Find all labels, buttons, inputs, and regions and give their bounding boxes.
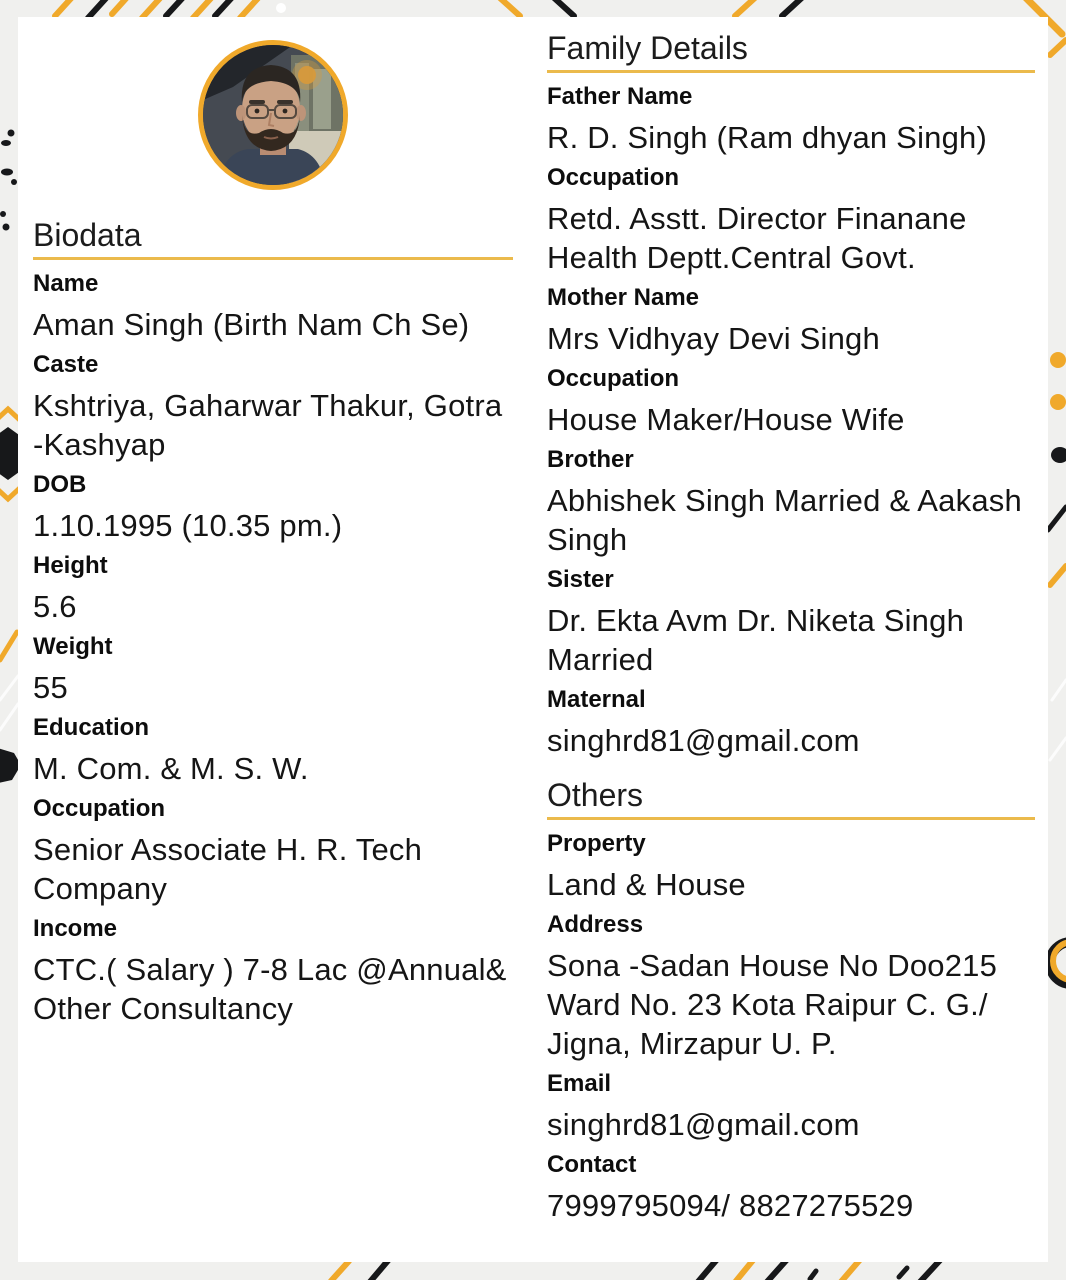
field-father-name	[547, 76, 1035, 157]
field-father-occupation	[547, 157, 1035, 277]
section-heading-biodata: Biodata	[33, 216, 513, 260]
field-value: Land & House	[547, 867, 746, 902]
field-value: 55	[33, 670, 68, 705]
field-occupation	[33, 788, 513, 908]
field-address	[547, 904, 1035, 1063]
field-mother-occupation	[547, 358, 1035, 439]
field-label: Address	[547, 911, 644, 938]
field-label: Maternal	[547, 686, 646, 713]
field-weight	[33, 626, 513, 707]
field-contact	[547, 1144, 1035, 1225]
field-label: Property	[547, 830, 646, 857]
field-value: 5.6	[33, 589, 77, 624]
field-label: DOB	[33, 471, 87, 498]
field-income	[33, 908, 513, 1028]
field-name	[33, 263, 513, 344]
biodata-fields	[33, 260, 513, 1028]
personal-column	[33, 17, 513, 1262]
field-value: CTC.( Salary ) 7-8 Lac @Annual& Other Consultancy	[33, 952, 507, 1026]
field-email	[547, 1063, 1035, 1144]
profile-photo	[198, 40, 348, 190]
field-value: Mrs Vidhyay Devi Singh	[547, 321, 880, 356]
field-value: 7999795094/ 8827275529	[547, 1188, 914, 1223]
field-value: Kshtriya, Gaharwar Thakur, Gotra -Kashyap	[33, 388, 503, 462]
profile-photo-illustration	[203, 45, 343, 185]
field-label: Brother	[547, 446, 634, 473]
family-column	[547, 17, 1035, 1262]
field-label: Name	[33, 270, 99, 297]
field-value: Senior Associate H. R. Tech Company	[33, 832, 423, 906]
field-label: Contact	[547, 1151, 637, 1178]
field-maternal	[547, 679, 1035, 760]
field-dob	[33, 464, 513, 545]
field-value: R. D. Singh (Ram dhyan Singh)	[547, 120, 987, 155]
field-label: Height	[33, 552, 108, 579]
family-fields	[547, 73, 1035, 760]
field-label: Occupation	[547, 365, 680, 392]
field-label: Education	[33, 714, 150, 741]
right-margin-decor	[1048, 40, 1066, 984]
field-label: Email	[547, 1070, 612, 1097]
field-value: Aman Singh (Birth Nam Ch Se)	[33, 307, 470, 342]
field-label: Sister	[547, 566, 614, 593]
section-heading-family-details: Family Details	[547, 29, 1035, 73]
field-label: Income	[33, 915, 118, 942]
field-label: Weight	[33, 633, 113, 660]
field-value: 1.10.1995 (10.35 pm.)	[33, 508, 343, 543]
field-value: Retd. Asstt. Director Finanane Health Deptt.Central Govt.	[547, 201, 967, 275]
field-value: singhrd81@gmail.com	[547, 1107, 860, 1142]
field-brother	[547, 439, 1035, 559]
field-value: House Maker/House Wife	[547, 402, 905, 437]
field-value: Abhishek Singh Married & Aakash Singh	[547, 483, 1022, 557]
field-height	[33, 545, 513, 626]
field-label: Caste	[33, 351, 99, 378]
field-caste	[33, 344, 513, 464]
field-label: Mother Name	[547, 284, 700, 311]
field-value: M. Com. & M. S. W.	[33, 751, 309, 786]
field-label: Father Name	[547, 83, 693, 110]
field-mother-name	[547, 277, 1035, 358]
field-value: Dr. Ekta Avm Dr. Niketa Singh Married	[547, 603, 965, 677]
field-value: Sona -Sadan House No Doo215 Ward No. 23 Kota Raipur C. G./ Jigna, Mirzapur U. P.	[547, 948, 998, 1061]
field-label: Occupation	[547, 164, 680, 191]
field-education	[33, 707, 513, 788]
section-heading-others: Others	[547, 776, 1035, 820]
field-property	[547, 823, 1035, 904]
others-fields	[547, 820, 1035, 1225]
field-value: singhrd81@gmail.com	[547, 723, 860, 758]
field-label: Occupation	[33, 795, 166, 822]
biodata-card	[18, 17, 1048, 1262]
column-gap	[513, 17, 547, 1262]
field-sister	[547, 559, 1035, 679]
